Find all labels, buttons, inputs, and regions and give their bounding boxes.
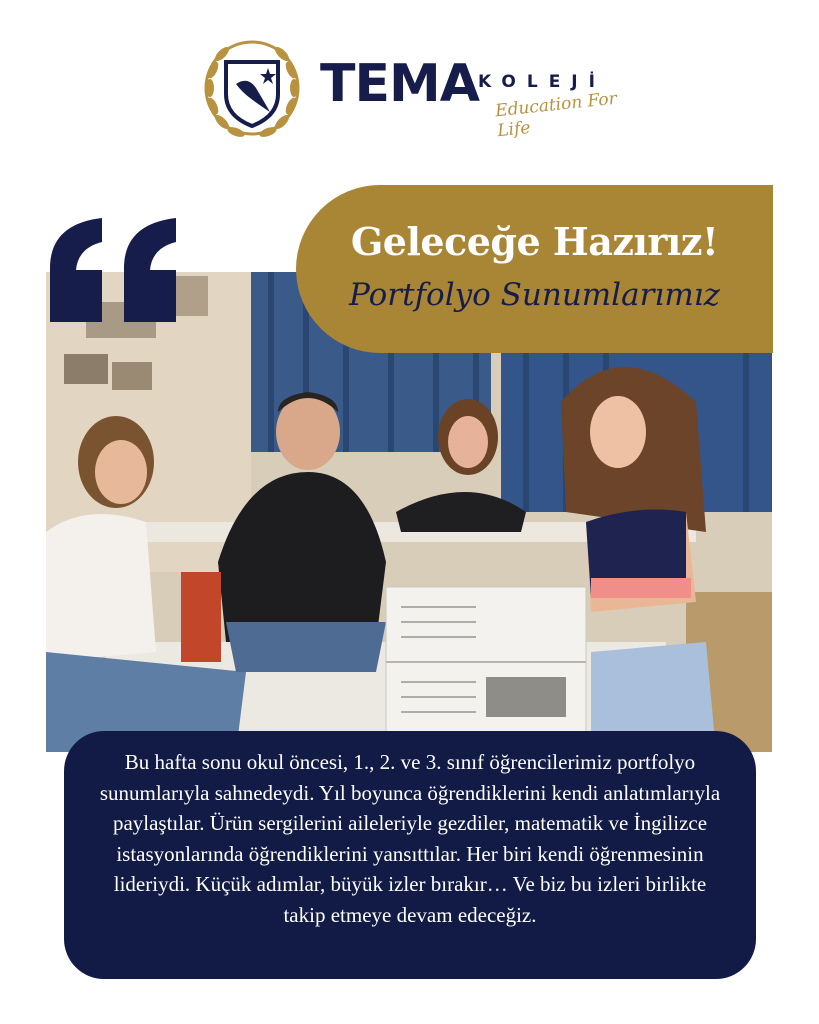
school-logo bbox=[196, 32, 636, 150]
school-crest-icon bbox=[196, 32, 308, 144]
headline-subtitle: Portfolyo Sunumlarımız bbox=[349, 277, 720, 313]
brand-subtitle: KOLEJİ bbox=[478, 72, 606, 92]
headline-banner bbox=[296, 185, 773, 353]
brand-motto: Education For Life bbox=[494, 88, 618, 142]
headline-title: Geleceğe Hazırız! bbox=[350, 219, 719, 264]
announcement-text: Bu hafta sonu okul öncesi, 1., 2. ve 3. sınıf öğrencilerimiz portfolyo sunumlarıyla sahnedeydi. Yıl boyunca öğrendiklerini kendi anlatımlarıyla paylaştılar. Ürün sergilerini aileleriyle gezdiler, matematik ve İngilizce istasyonlarında öğrendiklerini yansıttılar. Her biri kendi öğrenmesinin lideriydi. Küçük adımlar, büyük izler bırakır… Ve biz bu izleri birlikte takip etmeye devam edeceğiz. bbox=[99, 750, 721, 927]
brand-name: TEMA bbox=[320, 54, 479, 114]
open-quote-icon bbox=[44, 216, 184, 324]
announcement-box bbox=[64, 731, 756, 979]
